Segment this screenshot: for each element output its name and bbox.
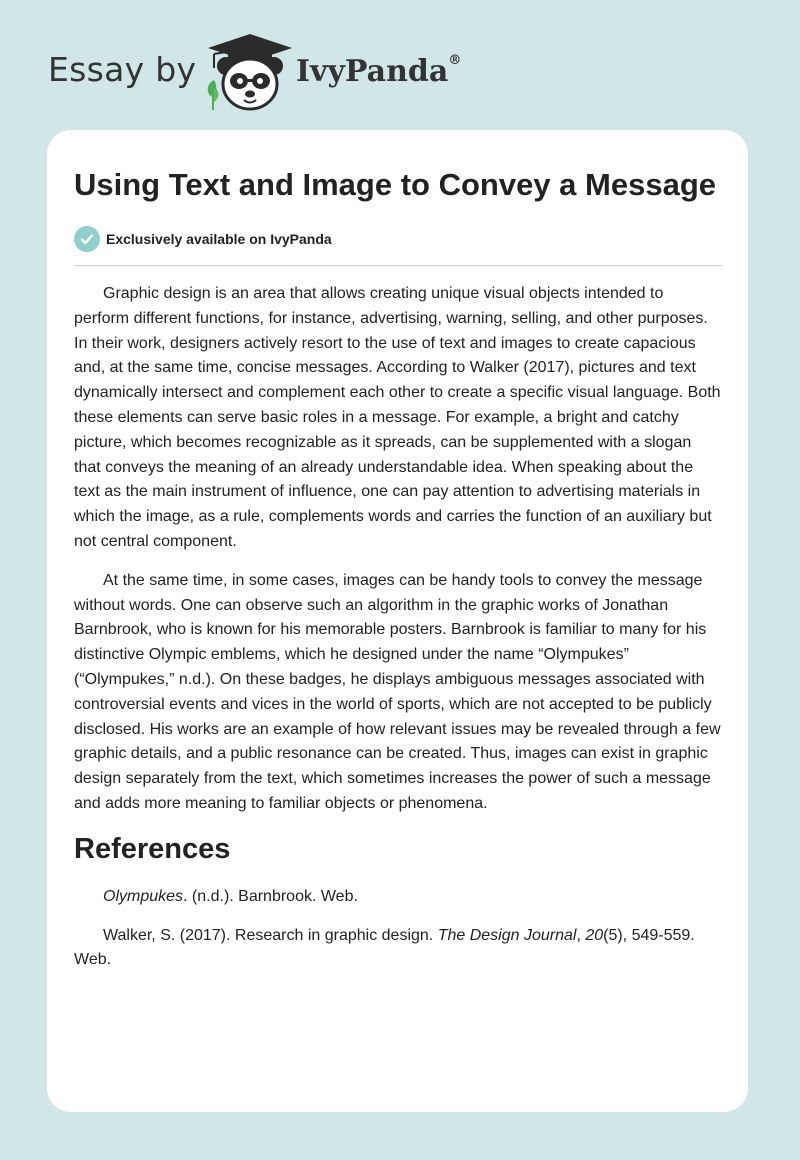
reference-volume: 20 [585, 926, 604, 944]
essay-content [74, 164, 722, 987]
reference-title: Olympukes [103, 887, 184, 905]
brand-name[interactable] [296, 54, 461, 89]
badge-label: Exclusively available on IvyPanda [106, 231, 332, 247]
page-title: Using Text and Image to Convey a Message [74, 167, 716, 202]
paragraph: Graphic design is an area that allows creating unique visual objects intended to perform different functions, for instance, advertising, warning, selling, and other purposes. In their work, designers actively resort to the use of text and images to create capacious and, at the same time, concise messages. According to Walker (2017), pictures and text dynamically intersect and complement each other to create a specific visual language. Both these elements can serve basic roles in a message. For example, a bright and catchy picture, which becomes recognizable as it spreads, can be supplemented with a slogan that conveys the meaning of an already understandable idea. When speaking about the text as the main instrument of influence, one can pay attention to advertising materials in which the image, as a rule, complements words and carries the function of an auxiliary but not central component. [74, 285, 721, 550]
reference-item [74, 885, 722, 910]
check-icon [74, 226, 100, 252]
site-header [48, 32, 548, 112]
reference-journal: The Design Journal [437, 926, 577, 944]
essay-by-label: Essay by [48, 50, 197, 89]
panda-graduation-icon[interactable] [202, 32, 298, 112]
essay-card [47, 130, 748, 1112]
references-heading: References [74, 832, 231, 865]
reference-separator: , [576, 926, 586, 944]
essay-body [74, 282, 722, 817]
reference-details: . (n.d.). Barnbrook. Web. [183, 887, 358, 905]
paragraph: At the same time, in some cases, images can be handy tools to convey the message without words. One can observe such an algorithm in the graphic works of Jonathan Barnbrook, who is known for his memorable posters. Barnbrook is familiar to many for his distinctive Olympic emblems, which he designed under the name “Olympukes” (“Olympukes,” n.d.). On these badges, he displays ambiguous messages associated with controversial events and vices in the world of sports, which are not accepted to be publicly disclosed. His works are an example of how relevant issues may be revealed through a few graphic details, and a public resonance can be created. Thus, images can exist in graphic design separately from the text, which sometimes increases the power of such a message and adds more meaning to familiar objects or phenomena. [74, 571, 721, 812]
exclusive-badge [74, 225, 722, 253]
reference-pages: (5), 549-559. Web. [74, 926, 695, 969]
registered-mark: ® [448, 53, 462, 68]
brand-text: IvyPanda [296, 54, 449, 89]
divider [74, 265, 722, 266]
reference-author: Walker, S. (2017). Research in graphic design. [103, 926, 438, 944]
reference-item [74, 924, 722, 974]
